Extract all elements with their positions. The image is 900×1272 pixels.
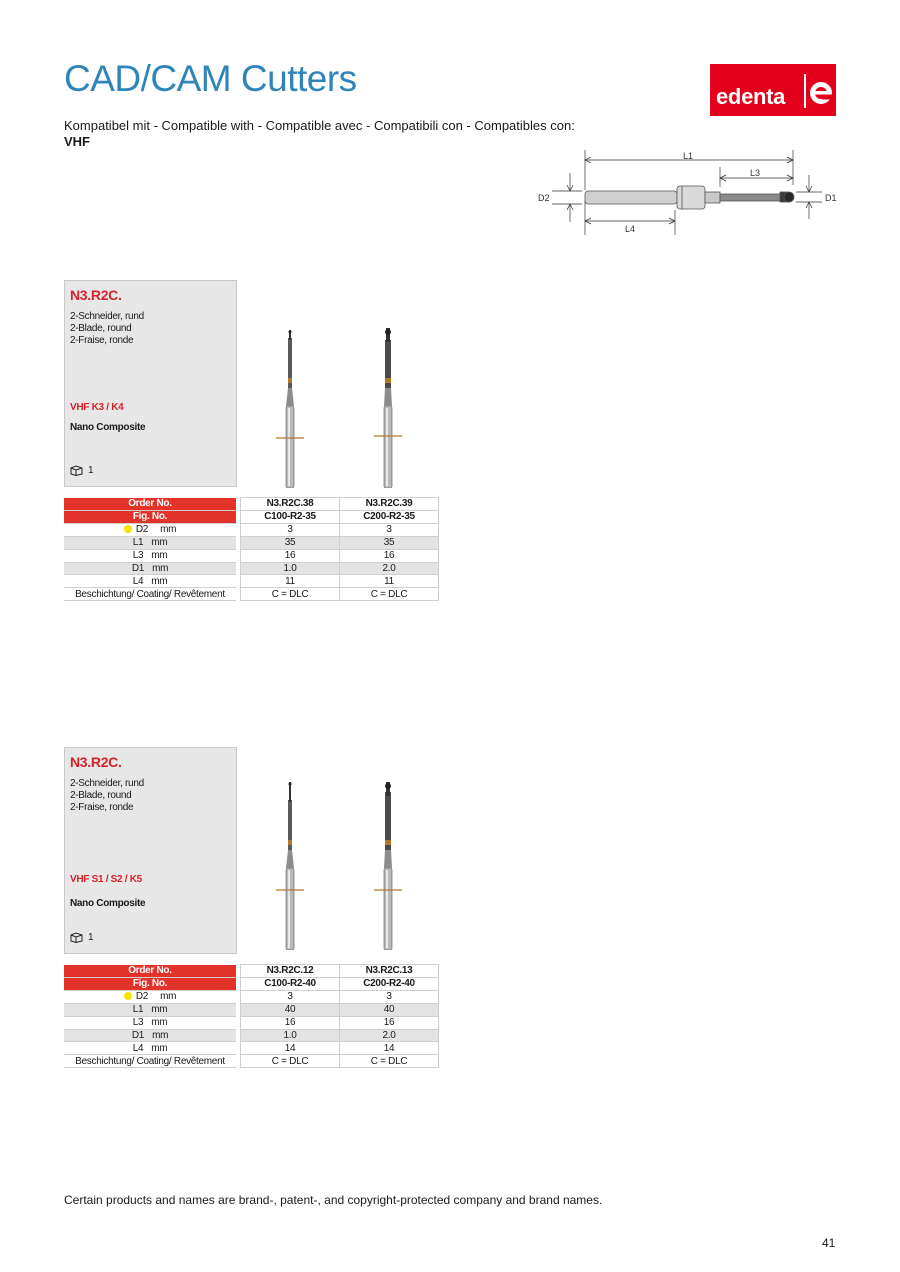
order-no-value: N3.R2C.38: [241, 498, 340, 511]
package-icon: [70, 932, 83, 943]
product-info-panel: [64, 747, 237, 954]
unit-label: mm: [152, 1030, 169, 1042]
d2-label: D2: [135, 990, 149, 1002]
l1-value: 40: [340, 1004, 439, 1017]
l4-value: 11: [340, 575, 439, 588]
l3-label: L3: [132, 550, 144, 562]
diagram-label-d1: D1: [825, 193, 837, 203]
compatibility-system: VHF: [64, 134, 90, 149]
coating-label: Beschichtung/ Coating/ Revêtement: [64, 1055, 236, 1068]
d2-value: 3: [241, 990, 340, 1004]
package-icon: [70, 465, 83, 476]
d1-value: 1.0: [241, 1029, 340, 1042]
logo-text: edenta: [716, 84, 786, 109]
l4-label: L4: [132, 1042, 144, 1054]
d2-value: 3: [241, 523, 340, 537]
unit-label: mm: [160, 990, 177, 1002]
fig-no-value: C100-R2-40: [241, 977, 340, 990]
order-no-value: N3.R2C.13: [340, 965, 439, 978]
diagram-label-l1: L1: [683, 151, 694, 161]
machine-compatibility: VHF S1 / S2 / K5: [70, 874, 142, 885]
d2-label: D2: [135, 523, 149, 535]
product-description: 2-Schneider, rund 2-Blade, round 2-Fraise, ronde: [70, 778, 144, 813]
fig-no-label: Fig. No.: [64, 977, 236, 990]
unit-label: mm: [151, 1017, 168, 1029]
l1-value: 40: [241, 1004, 340, 1017]
unit-label: mm: [151, 550, 168, 562]
l3-value: 16: [340, 549, 439, 562]
l1-value: 35: [340, 537, 439, 550]
page-number: 41: [822, 1236, 836, 1250]
package-quantity: 1: [70, 465, 94, 476]
cutter-image-2: [368, 318, 408, 488]
machine-compatibility: VHF K3 / K4: [70, 402, 124, 413]
unit-label: mm: [152, 563, 169, 575]
d1-label: D1: [131, 1030, 145, 1042]
diagram-label-l3: L3: [750, 168, 761, 178]
diagram-label-l4: L4: [625, 224, 636, 234]
fig-no-label: Fig. No.: [64, 510, 236, 523]
package-quantity: 1: [70, 932, 94, 943]
material-label: Nano Composite: [70, 422, 146, 433]
footer-note: Certain products and names are brand-, patent-, and copyright-protected company and brand names.: [64, 1193, 603, 1207]
unit-label: mm: [160, 523, 177, 535]
coating-value: C = DLC: [340, 588, 439, 601]
cutter-image-4: [368, 780, 408, 950]
fig-no-value: C100-R2-35: [241, 510, 340, 523]
dot-icon: [124, 992, 132, 1000]
d1-value: 2.0: [340, 562, 439, 575]
product-info-panel: [64, 280, 237, 487]
fig-no-value: C200-R2-40: [340, 977, 439, 990]
unit-label: mm: [151, 575, 168, 587]
product-code: N3.R2C.: [70, 754, 122, 770]
d1-value: 1.0: [241, 562, 340, 575]
d1-value: 2.0: [340, 1029, 439, 1042]
l1-label: L1: [132, 1004, 144, 1016]
unit-label: mm: [151, 1042, 168, 1054]
order-no-value: N3.R2C.12: [241, 965, 340, 978]
coating-value: C = DLC: [241, 1055, 340, 1068]
unit-label: mm: [151, 537, 168, 549]
material-label: Nano Composite: [70, 898, 146, 909]
logo-divider: [804, 74, 806, 108]
coating-label: Beschichtung/ Coating/ Revêtement: [64, 588, 236, 601]
l3-value: 16: [241, 1016, 340, 1029]
coating-value: C = DLC: [241, 588, 340, 601]
l3-value: 16: [241, 549, 340, 562]
l4-value: 11: [241, 575, 340, 588]
d2-value: 3: [340, 990, 439, 1004]
d2-value: 3: [340, 523, 439, 537]
logo-e-icon: [808, 72, 834, 110]
l1-label: L1: [132, 537, 144, 549]
l4-value: 14: [340, 1042, 439, 1055]
coating-value: C = DLC: [340, 1055, 439, 1068]
diagram-label-d2: D2: [538, 193, 550, 203]
spec-table: [64, 964, 439, 1068]
unit-label: mm: [151, 1004, 168, 1016]
d1-label: D1: [131, 563, 145, 575]
order-no-label: Order No.: [64, 965, 236, 978]
product-description: 2-Schneider, rund 2-Blade, round 2-Fraise, ronde: [70, 311, 144, 346]
l4-value: 14: [241, 1042, 340, 1055]
compatibility-line: Kompatibel mit - Compatible with - Compatible avec - Compatibili con - Compatibles con:: [64, 118, 575, 133]
fig-no-value: C200-R2-35: [340, 510, 439, 523]
l1-value: 35: [241, 537, 340, 550]
brand-logo: [710, 64, 836, 116]
cutter-image-3: [270, 780, 310, 950]
cutter-image-1: [270, 318, 310, 488]
dot-icon: [124, 525, 132, 533]
spec-table: [64, 497, 439, 601]
l3-value: 16: [340, 1016, 439, 1029]
dimension-diagram: [530, 145, 840, 240]
product-code: N3.R2C.: [70, 287, 122, 303]
l3-label: L3: [132, 1017, 144, 1029]
order-no-label: Order No.: [64, 498, 236, 511]
l4-label: L4: [132, 575, 144, 587]
page-title: CAD/CAM Cutters: [64, 58, 357, 99]
order-no-value: N3.R2C.39: [340, 498, 439, 511]
